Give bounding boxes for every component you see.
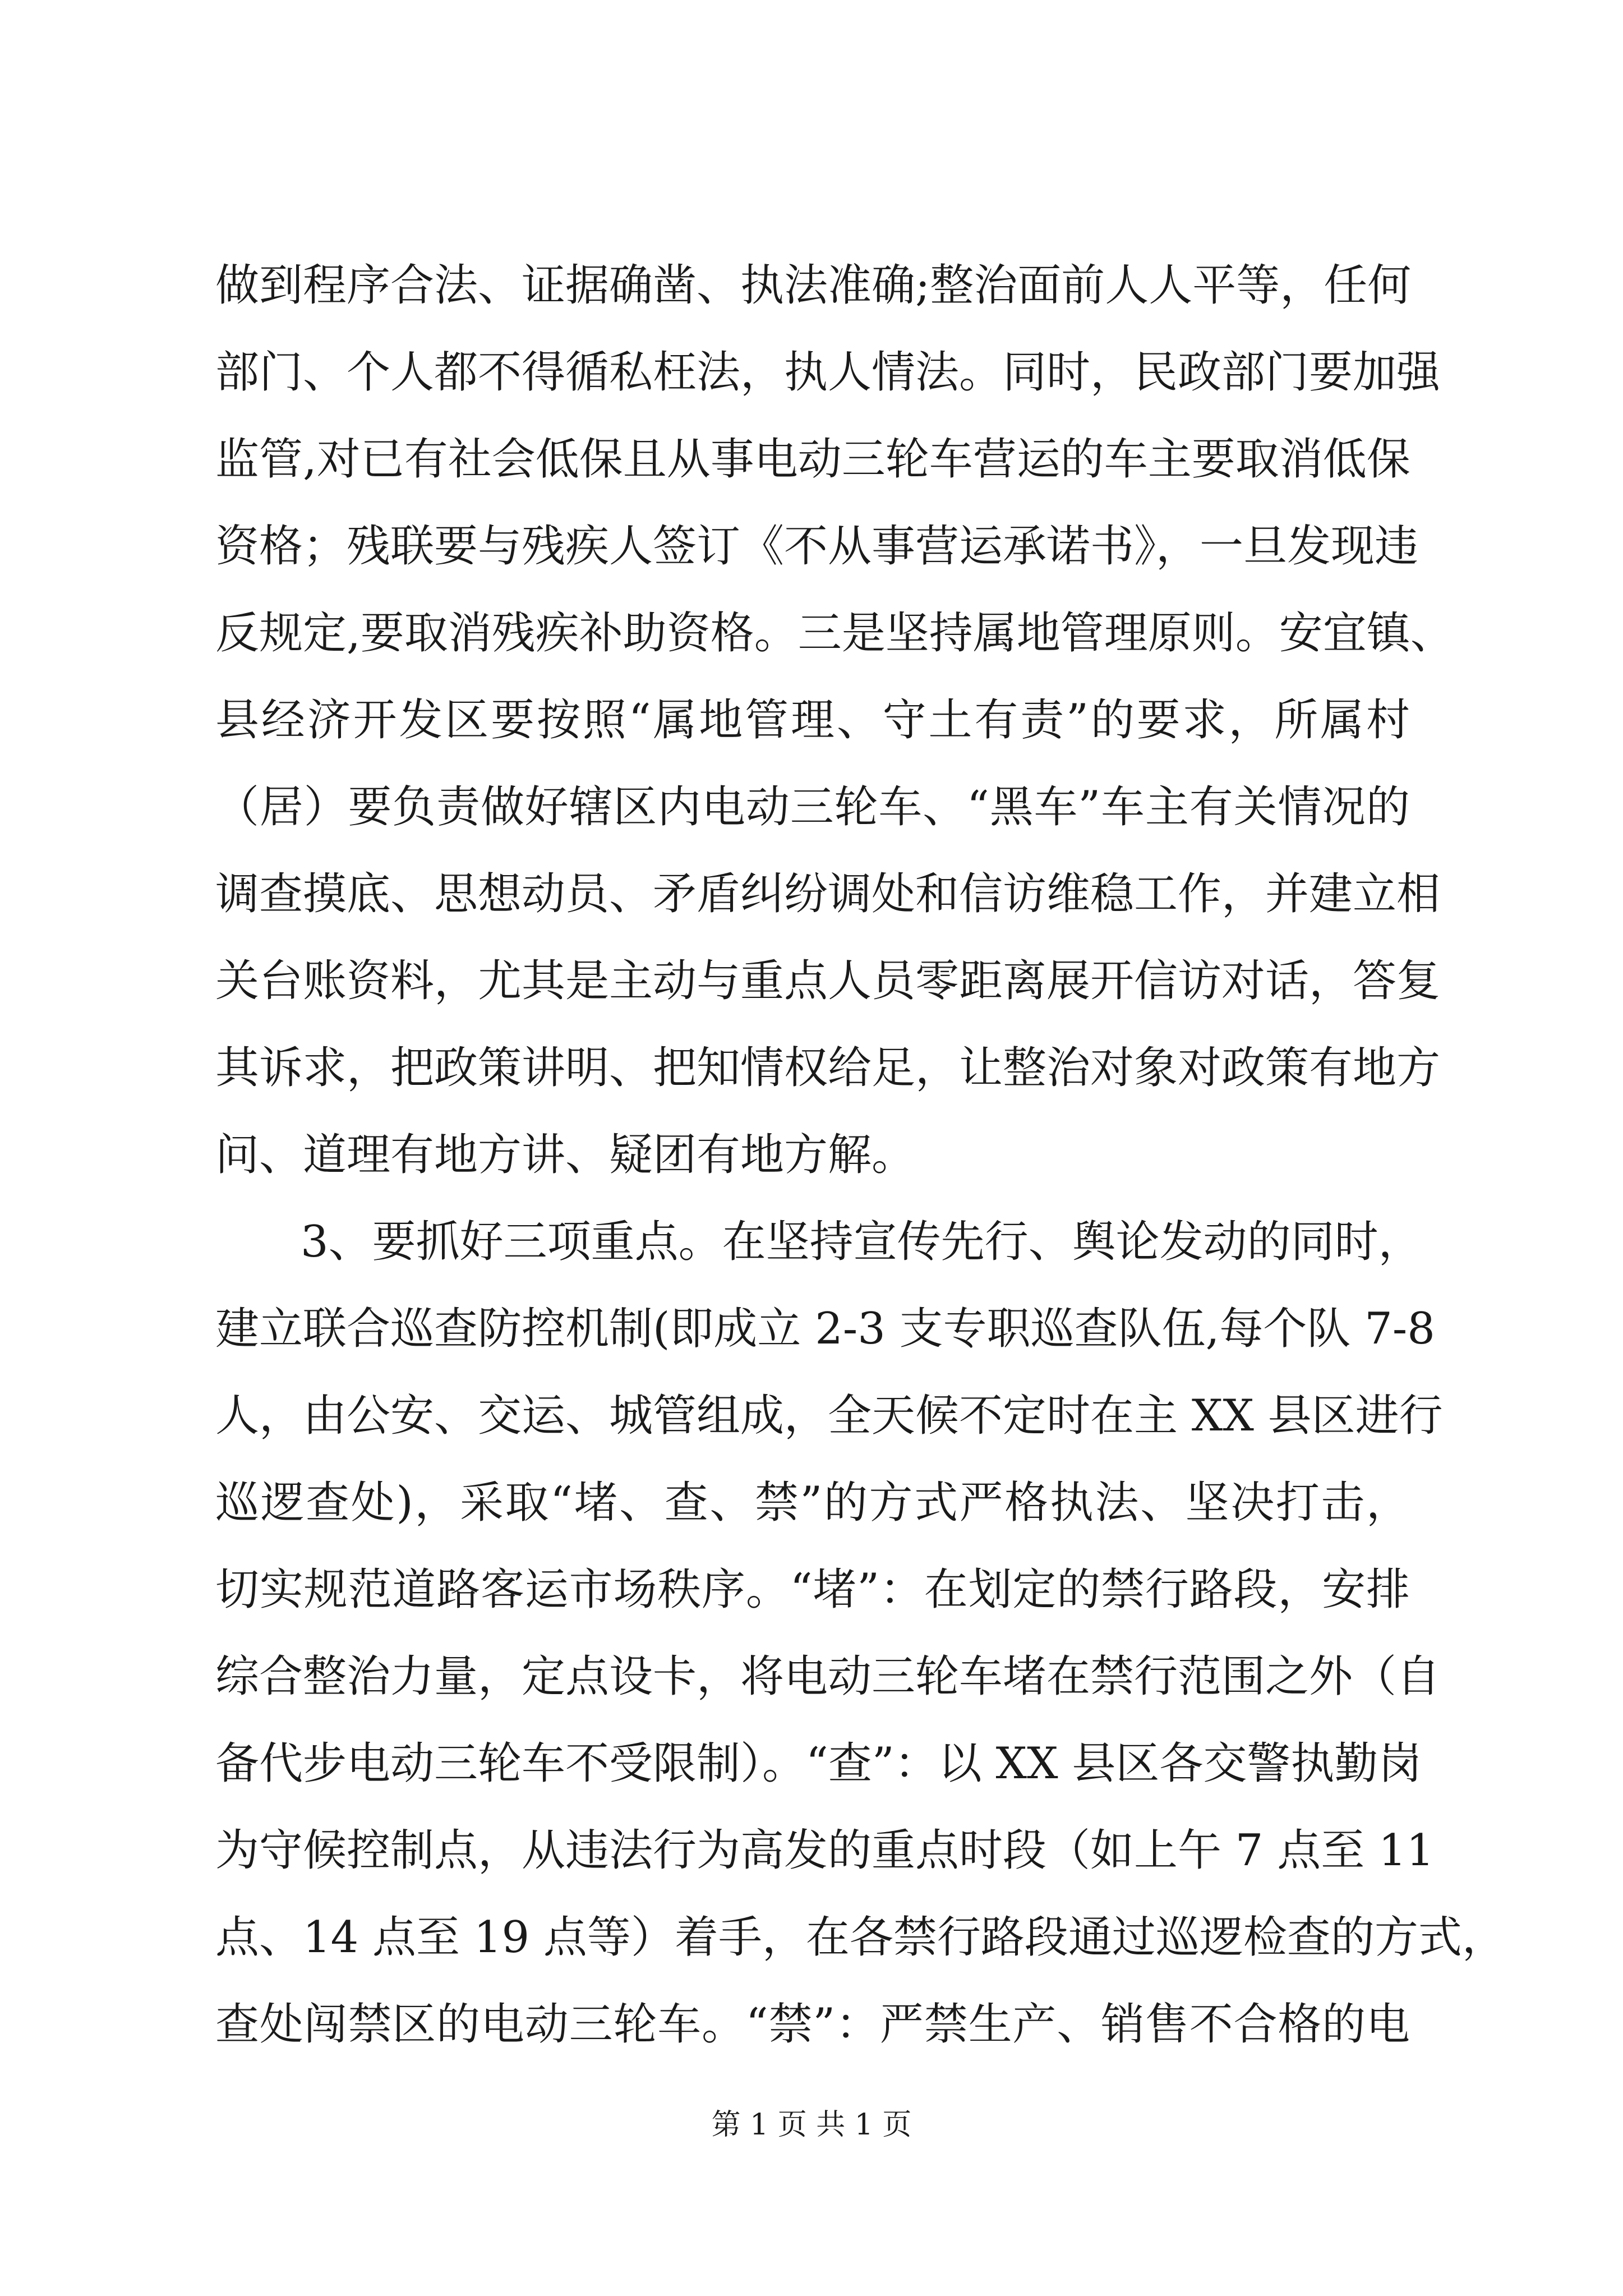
paragraph-line: 其诉求，把政策讲明、把知情权给足，让整治对象对政策有地方 — [215, 1043, 1441, 1093]
paragraph-line: 综合整治力量，定点设卡，将电动三轮车堵在禁行范围之外（自 — [215, 1651, 1441, 1702]
paragraph-line: 关台账资料，尤其是主动与重点人员零距离展开信访对话，答复 — [215, 956, 1441, 1006]
paragraph-line: （居）要负责做好辖区内电动三轮车、“黑车”车主有关情况的 — [215, 782, 1410, 832]
paragraph-line: 反规定,要取消残疾补助资格。三是坚持属地管理原则。安宜镇、 — [215, 608, 1454, 659]
paragraph-line: 人，由公安、交运、城管组成，全天候不定时在主 XX 县区进行 — [215, 1391, 1443, 1441]
paragraph-line: 建立联合巡查防控机制(即成立 2-3 支专职巡查队伍,每个队 7-8 — [215, 1304, 1435, 1354]
paragraph-line: 巡逻查处)，采取“堵、查、禁”的方式严格执法、坚决打击， — [215, 1478, 1410, 1528]
paragraph-line: 县经济开发区要按照“属地管理、守土有责”的要求，所属村 — [215, 695, 1410, 746]
paragraph-first-line: 3、要抓好三项重点。在坚持宣传先行、舆论发动的同时， — [301, 1217, 1422, 1267]
paragraph-line: 备代步电动三轮车不受限制）。“查”：以 XX 县区各交警执勤岗 — [215, 1738, 1422, 1789]
paragraph-line: 调查摸底、思想动员、矛盾纠纷调处和信访维稳工作，并建立相 — [215, 869, 1441, 919]
paragraph-line: 部门、个人都不得循私枉法，执人情法。同时，民政部门要加强 — [215, 347, 1441, 398]
paragraph-line: 做到程序合法、证据确凿、执法准确;整治面前人人平等，任何 — [215, 260, 1412, 311]
page-number-footer: 第 1 页 共 1 页 — [711, 2108, 912, 2142]
paragraph-line: 问、道理有地方讲、疑团有地方解。 — [215, 1130, 916, 1180]
paragraph-line: 点、14 点至 19 点等）着手，在各禁行路段通过巡逻检查的方式， — [215, 1912, 1506, 1963]
paragraph-line: 查处闯禁区的电动三轮车。“禁”：严禁生产、销售不合格的电 — [215, 1999, 1410, 2050]
paragraph-line: 资格；残联要与残疾人签订《不从事营运承诺书》，一旦发现违 — [215, 521, 1419, 572]
paragraph-line: 为守候控制点，从违法行为高发的重点时段（如上午 7 点至 11 — [215, 1825, 1435, 1876]
paragraph-line: 监管,对已有社会低保且从事电动三轮车营运的车主要取消低保 — [215, 434, 1410, 485]
paragraph-line: 切实规范道路客运市场秩序。“堵”：在划定的禁行路段，安排 — [215, 1565, 1410, 1615]
